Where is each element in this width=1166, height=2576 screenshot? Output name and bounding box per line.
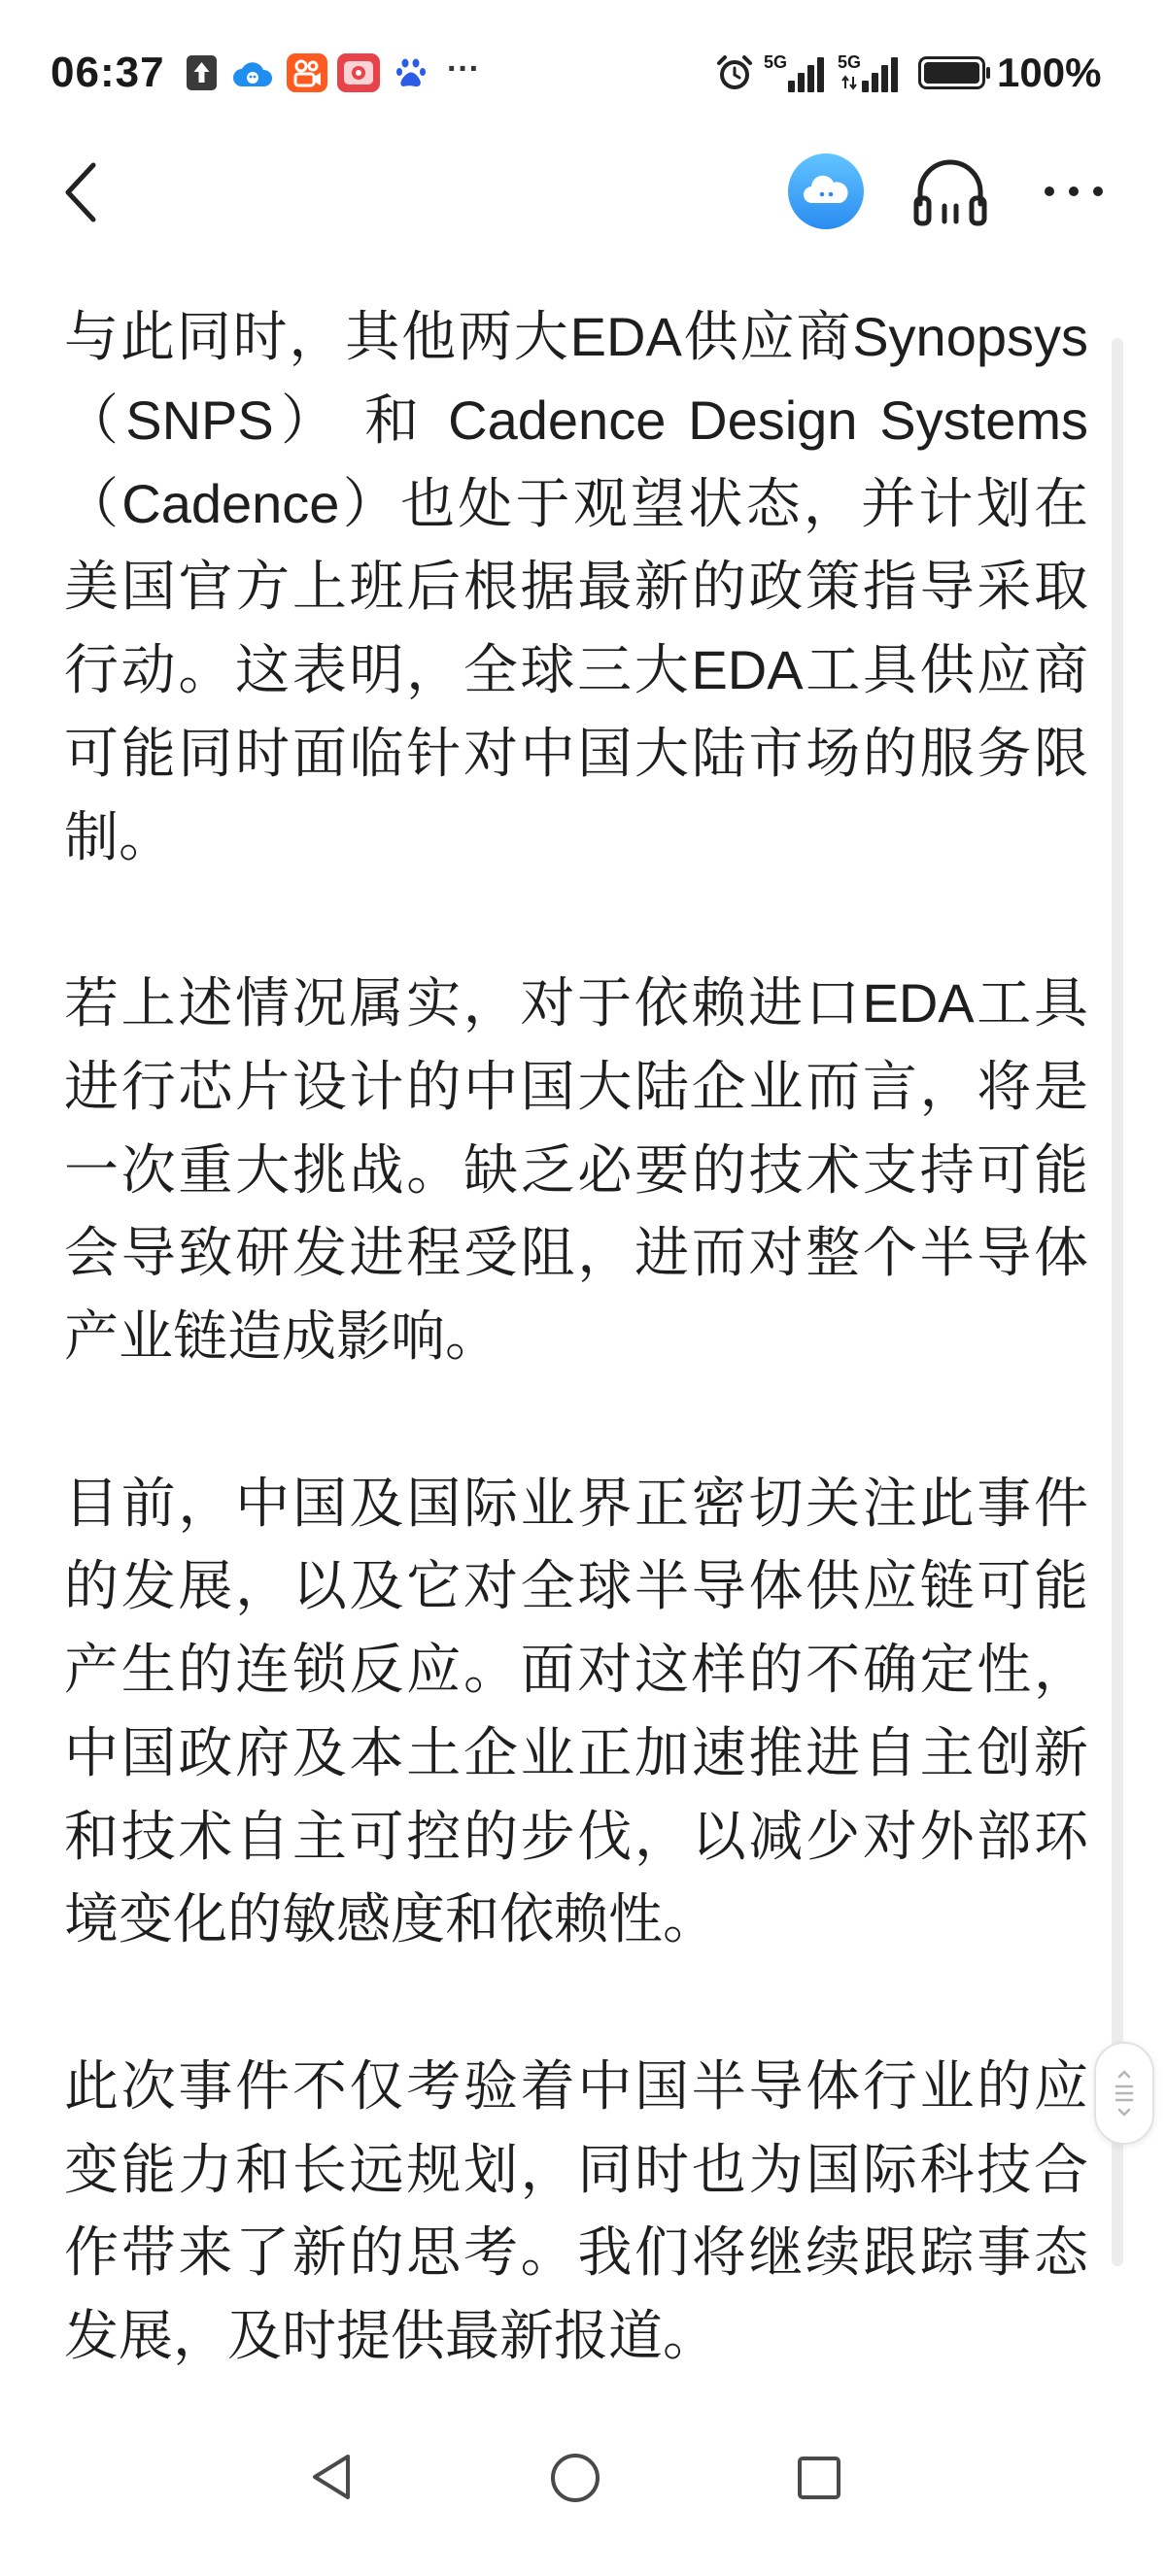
headphones-icon [911,155,989,227]
article-paragraph [64,962,1088,1378]
scroll-handle-icon [1096,2044,1152,2143]
article-line: 进行芯片设计的中国大陆企业而言，将是 [64,1055,1088,1117]
system-recents-button[interactable] [797,2456,841,2500]
kuaishou-icon [287,53,327,92]
article-line: 一次重大挑战。缺乏必要的技术支持可能 [64,1138,1088,1201]
cloud-assistant-icon [788,153,864,229]
alarm-icon [714,53,755,92]
article-line: 此次事件不仅考验着中国半导体行业的应 [64,2054,1088,2117]
upload-icon [187,55,217,90]
article-line: 的发展，以及它对全球半导体供应链可能 [64,1555,1088,1617]
battery-percentage: 100% [997,50,1102,95]
article-line: （SNPS） 和 Cadence Design Systems [64,389,1088,451]
chevron-left-icon [60,160,103,224]
article-line: 目前，中国及国际业界正密切关注此事件 [64,1472,1088,1534]
baidu-paw-icon [395,56,427,89]
article-paragraph [64,295,1088,878]
more-dots-icon [1042,177,1106,206]
square-recents-icon [797,2456,841,2500]
article-line: 与此同时，其他两大EDA供应商Synopsys [64,306,1088,367]
article-line: 会导致研发进程受阻，进而对整个半导体 [64,1222,1088,1284]
more-button[interactable] [1042,177,1106,206]
article-paragraph [64,1462,1088,1962]
signal-sim1-icon [764,53,826,92]
article-line: （Cadence）也处于观望状态，并计划在 [64,472,1088,534]
shopping-app-icon [337,53,380,92]
sim2-network-label: 5G [838,52,862,72]
article-line: 产业链造成影响。 [64,1305,499,1367]
side-scroll-handle[interactable] [1094,2042,1154,2145]
article-line: 若上述情况属实，对于依赖进口EDA工具 [64,972,1088,1034]
article-line: 变能力和长远规划，同时也为国际科技合 [64,2138,1088,2200]
scrollbar-track[interactable] [1112,338,1123,2266]
battery-icon [918,56,991,89]
system-home-button[interactable] [550,2453,600,2503]
sim1-network-label: 5G [764,52,788,72]
more-notifications-indicator: ··· [447,51,480,87]
system-back-button[interactable] [309,2452,354,2502]
article-line: 和技术自主可控的步伐，以减少对外部环 [64,1805,1088,1867]
article-line: 制。 [64,805,173,867]
article-body [64,295,1088,2461]
status-time: 06:37 [51,49,165,96]
circle-home-icon [550,2453,600,2503]
article-paragraph [64,2045,1088,2378]
article-line: 产生的连锁反应。面对这样的不确定性， [64,1639,1088,1700]
cloud-app-icon [231,53,274,92]
back-button[interactable] [60,160,103,224]
article-line: 作带来了新的思考。我们将继续跟踪事态 [64,2221,1088,2284]
article-line: 可能同时面临针对中国大陆市场的服务限 [64,722,1088,784]
listen-button[interactable] [911,155,989,227]
signal-sim2-icon [838,53,902,92]
cloud-assistant-button[interactable] [788,153,864,229]
triangle-back-icon [309,2452,354,2502]
article-line: 中国政府及本土企业正加速推进自主创新 [64,1721,1088,1783]
article-line: 美国官方上班后根据最新的政策指导采取 [64,556,1088,618]
article-line: 行动。这表明，全球三大EDA工具供应商 [64,639,1088,700]
article-line: 发展，及时提供最新报道。 [64,2305,717,2366]
article-line: 境变化的敏感度和依赖性。 [64,1888,717,1950]
